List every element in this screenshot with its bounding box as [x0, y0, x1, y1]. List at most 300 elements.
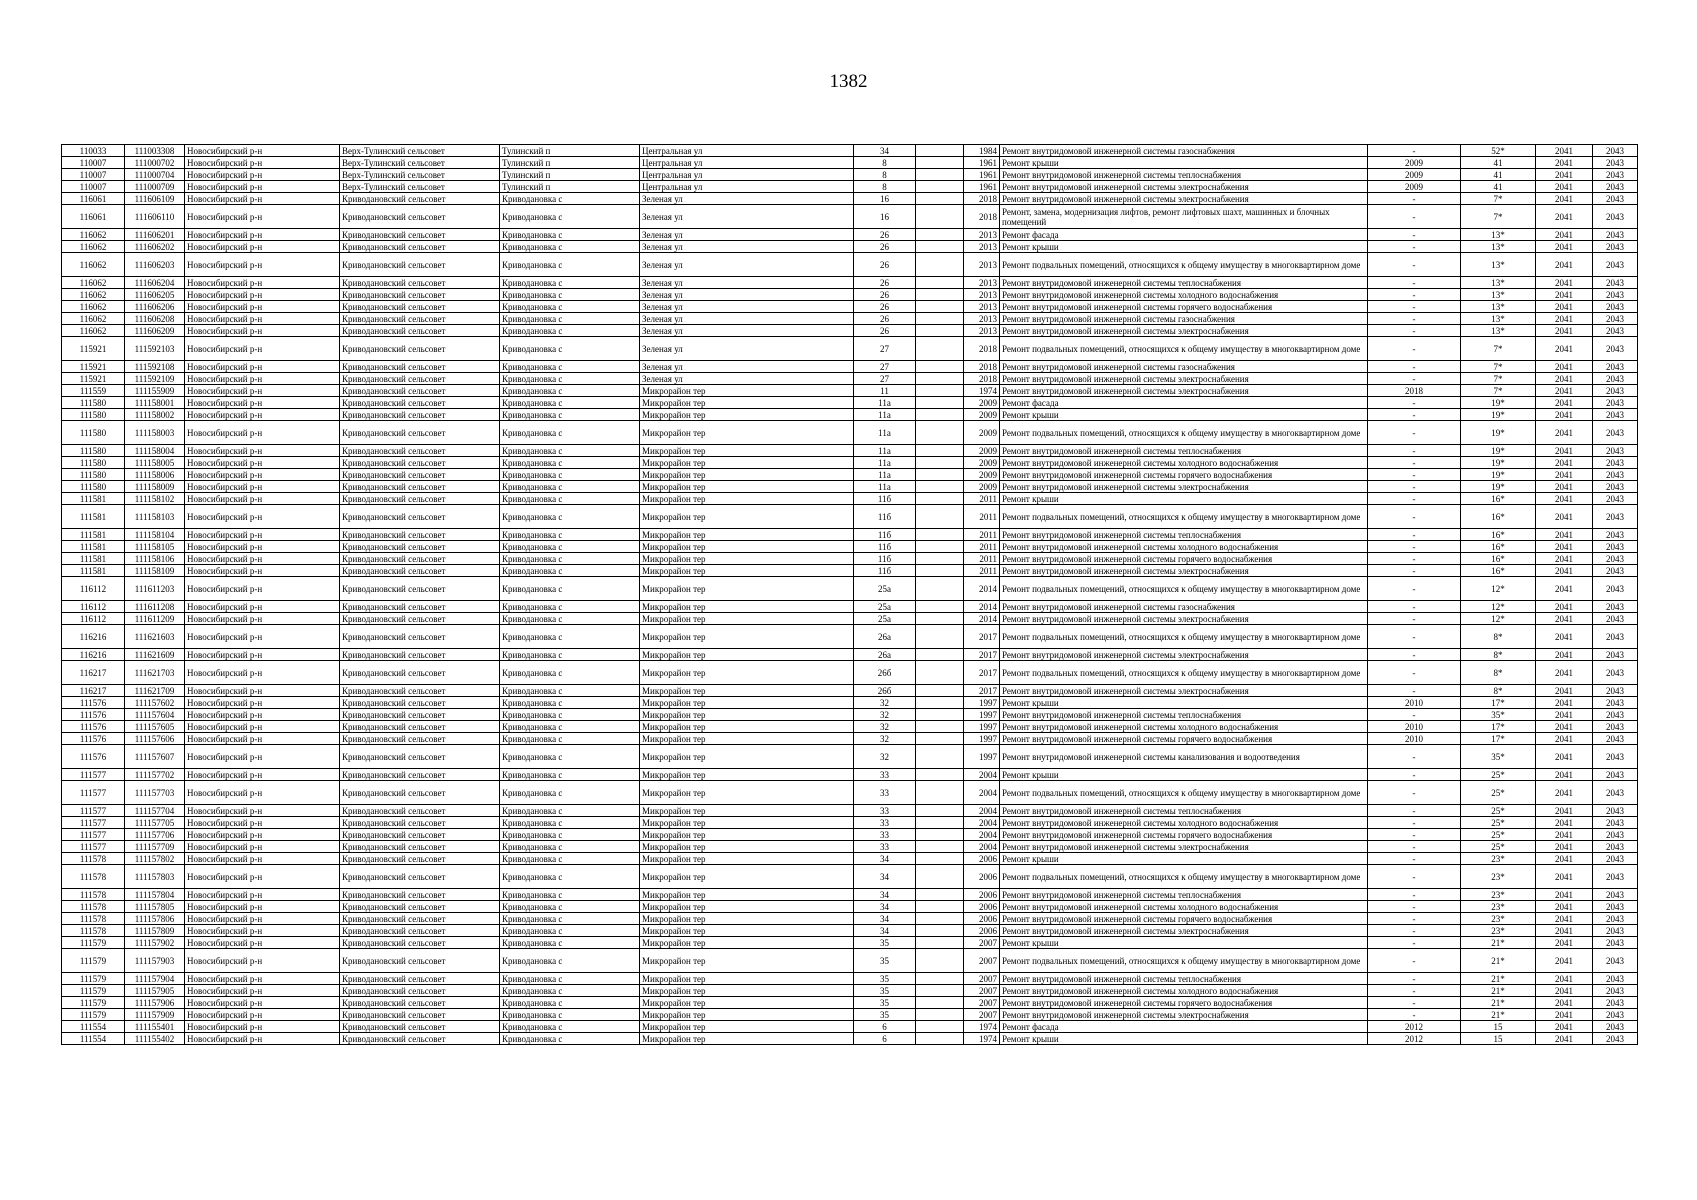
work-type-cell: Ремонт подвальных помещений, относящихся к общему имуществу в многоквартирном доме	[1000, 421, 1368, 445]
building-cell	[916, 841, 964, 853]
district-cell: Новосибирский р-н	[185, 625, 340, 649]
period-start-cell: 2041	[1536, 409, 1593, 421]
wear-cell: 35*	[1461, 709, 1536, 721]
last-repair-year-cell: -	[1368, 361, 1461, 373]
district-cell: Новосибирский р-н	[185, 901, 340, 913]
year-built-cell: 2007	[964, 973, 1000, 985]
table-row	[62, 529, 1638, 541]
municipality-cell: Криводановский сельсовет	[340, 409, 500, 421]
table-row	[62, 373, 1638, 385]
house-number-cell: 26б	[854, 661, 916, 685]
district-cell: Новосибирский р-н	[185, 769, 340, 781]
element-id-cell: 111157906	[125, 997, 185, 1009]
element-id-cell: 111003308	[125, 145, 185, 157]
year-built-cell: 2007	[964, 997, 1000, 1009]
year-built-cell: 2018	[964, 205, 1000, 229]
wear-cell: 25*	[1461, 805, 1536, 817]
element-id-cell: 111000702	[125, 157, 185, 169]
element-id-cell: 111157904	[125, 973, 185, 985]
last-repair-year-cell: -	[1368, 397, 1461, 409]
year-built-cell: 2013	[964, 325, 1000, 337]
period-end-cell: 2043	[1593, 649, 1638, 661]
period-end-cell: 2043	[1593, 829, 1638, 841]
year-built-cell: 2004	[964, 829, 1000, 841]
wear-cell: 19*	[1461, 397, 1536, 409]
district-cell: Новосибирский р-н	[185, 913, 340, 925]
house-number-cell: 11б	[854, 553, 916, 565]
street-cell: Микрорайон тер	[640, 901, 854, 913]
settlement-cell: Криводановка с	[500, 241, 640, 253]
table-row	[62, 313, 1638, 325]
settlement-cell: Криводановка с	[500, 397, 640, 409]
house-number-cell: 11б	[854, 529, 916, 541]
table-row	[62, 901, 1638, 913]
building-cell	[916, 649, 964, 661]
period-end-cell: 2043	[1593, 421, 1638, 445]
work-type-cell: Ремонт внутридомовой инженерной системы электроснабжения	[1000, 385, 1368, 397]
year-built-cell: 2006	[964, 865, 1000, 889]
last-repair-year-cell: -	[1368, 553, 1461, 565]
house-number-cell: 33	[854, 781, 916, 805]
last-repair-year-cell: -	[1368, 337, 1461, 361]
house-id-cell: 111581	[62, 565, 125, 577]
district-cell: Новосибирский р-н	[185, 361, 340, 373]
element-id-cell: 111621609	[125, 649, 185, 661]
building-cell	[916, 745, 964, 769]
street-cell: Микрорайон тер	[640, 1033, 854, 1045]
work-type-cell: Ремонт внутридомовой инженерной системы горячего водоснабжения	[1000, 469, 1368, 481]
work-type-cell: Ремонт крыши	[1000, 157, 1368, 169]
table-row	[62, 229, 1638, 241]
work-type-cell: Ремонт внутридомовой инженерной системы холодного водоснабжения	[1000, 985, 1368, 997]
table-row	[62, 277, 1638, 289]
house-id-cell: 111577	[62, 781, 125, 805]
year-built-cell: 2014	[964, 577, 1000, 601]
street-cell: Микрорайон тер	[640, 733, 854, 745]
settlement-cell: Криводановка с	[500, 685, 640, 697]
street-cell: Микрорайон тер	[640, 721, 854, 733]
year-built-cell: 1974	[964, 1021, 1000, 1033]
wear-cell: 19*	[1461, 421, 1536, 445]
house-number-cell: 32	[854, 721, 916, 733]
house-number-cell: 8	[854, 157, 916, 169]
house-number-cell: 11а	[854, 397, 916, 409]
year-built-cell: 2007	[964, 937, 1000, 949]
element-id-cell: 111158103	[125, 505, 185, 529]
work-type-cell: Ремонт, замена, модернизация лифтов, ремонт лифтовых шахт, машинных и блочных помещений	[1000, 205, 1368, 229]
house-number-cell: 11б	[854, 505, 916, 529]
street-cell: Зеленая ул	[640, 337, 854, 361]
settlement-cell: Криводановка с	[500, 505, 640, 529]
municipality-cell: Верх-Тулинский сельсовет	[340, 181, 500, 193]
street-cell: Микрорайон тер	[640, 529, 854, 541]
building-cell	[916, 565, 964, 577]
house-id-cell: 111580	[62, 409, 125, 421]
district-cell: Новосибирский р-н	[185, 373, 340, 385]
period-start-cell: 2041	[1536, 493, 1593, 505]
house-id-cell: 116062	[62, 277, 125, 289]
house-number-cell: 6	[854, 1033, 916, 1045]
work-type-cell: Ремонт крыши	[1000, 409, 1368, 421]
period-end-cell: 2043	[1593, 481, 1638, 493]
street-cell: Микрорайон тер	[640, 697, 854, 709]
district-cell: Новосибирский р-н	[185, 925, 340, 937]
work-type-cell: Ремонт внутридомовой инженерной системы горячего водоснабжения	[1000, 829, 1368, 841]
house-number-cell: 34	[854, 901, 916, 913]
year-built-cell: 2011	[964, 553, 1000, 565]
year-built-cell: 2006	[964, 913, 1000, 925]
work-type-cell: Ремонт подвальных помещений, относящихся к общему имуществу в многоквартирном доме	[1000, 337, 1368, 361]
wear-cell: 21*	[1461, 1009, 1536, 1021]
table-row	[62, 997, 1638, 1009]
house-number-cell: 34	[854, 145, 916, 157]
building-cell	[916, 913, 964, 925]
settlement-cell: Криводановка с	[500, 373, 640, 385]
district-cell: Новосибирский р-н	[185, 301, 340, 313]
period-start-cell: 2041	[1536, 421, 1593, 445]
municipality-cell: Криводановский сельсовет	[340, 577, 500, 601]
last-repair-year-cell: -	[1368, 661, 1461, 685]
district-cell: Новосибирский р-н	[185, 229, 340, 241]
element-id-cell: 111606204	[125, 277, 185, 289]
element-id-cell: 111155402	[125, 1033, 185, 1045]
period-end-cell: 2043	[1593, 1021, 1638, 1033]
street-cell: Микрорайон тер	[640, 949, 854, 973]
wear-cell: 17*	[1461, 721, 1536, 733]
district-cell: Новосибирский р-н	[185, 481, 340, 493]
period-end-cell: 2043	[1593, 337, 1638, 361]
street-cell: Микрорайон тер	[640, 685, 854, 697]
building-cell	[916, 625, 964, 649]
work-type-cell: Ремонт внутридомовой инженерной системы электроснабжения	[1000, 181, 1368, 193]
settlement-cell: Криводановка с	[500, 769, 640, 781]
work-type-cell: Ремонт подвальных помещений, относящихся к общему имуществу в многоквартирном доме	[1000, 577, 1368, 601]
house-number-cell: 11б	[854, 541, 916, 553]
municipality-cell: Криводановский сельсовет	[340, 721, 500, 733]
wear-cell: 12*	[1461, 613, 1536, 625]
period-start-cell: 2041	[1536, 853, 1593, 865]
building-cell	[916, 445, 964, 457]
work-type-cell: Ремонт внутридомовой инженерной системы электроснабжения	[1000, 685, 1368, 697]
year-built-cell: 2013	[964, 277, 1000, 289]
element-id-cell: 111157903	[125, 949, 185, 973]
year-built-cell: 1974	[964, 385, 1000, 397]
table-row	[62, 697, 1638, 709]
house-number-cell: 33	[854, 805, 916, 817]
municipality-cell: Криводановский сельсовет	[340, 469, 500, 481]
element-id-cell: 111606110	[125, 205, 185, 229]
wear-cell: 23*	[1461, 889, 1536, 901]
last-repair-year-cell: -	[1368, 145, 1461, 157]
house-id-cell: 111578	[62, 901, 125, 913]
table-row	[62, 1009, 1638, 1021]
district-cell: Новосибирский р-н	[185, 577, 340, 601]
period-start-cell: 2041	[1536, 145, 1593, 157]
last-repair-year-cell: 2010	[1368, 697, 1461, 709]
district-cell: Новосибирский р-н	[185, 721, 340, 733]
building-cell	[916, 817, 964, 829]
element-id-cell: 111157802	[125, 853, 185, 865]
last-repair-year-cell: -	[1368, 493, 1461, 505]
municipality-cell: Криводановский сельсовет	[340, 361, 500, 373]
period-end-cell: 2043	[1593, 997, 1638, 1009]
period-end-cell: 2043	[1593, 181, 1638, 193]
table-row	[62, 829, 1638, 841]
settlement-cell: Криводановка с	[500, 817, 640, 829]
work-type-cell: Ремонт внутридомовой инженерной системы горячего водоснабжения	[1000, 301, 1368, 313]
work-type-cell: Ремонт подвальных помещений, относящихся к общему имуществу в многоквартирном доме	[1000, 661, 1368, 685]
last-repair-year-cell: -	[1368, 1009, 1461, 1021]
street-cell: Микрорайон тер	[640, 829, 854, 841]
element-id-cell: 111157705	[125, 817, 185, 829]
work-type-cell: Ремонт внутридомовой инженерной системы теплоснабжения	[1000, 973, 1368, 985]
house-id-cell: 111577	[62, 805, 125, 817]
building-cell	[916, 937, 964, 949]
house-id-cell: 116062	[62, 313, 125, 325]
work-type-cell: Ремонт внутридомовой инженерной системы горячего водоснабжения	[1000, 553, 1368, 565]
period-end-cell: 2043	[1593, 409, 1638, 421]
street-cell: Микрорайон тер	[640, 841, 854, 853]
period-end-cell: 2043	[1593, 373, 1638, 385]
street-cell: Микрорайон тер	[640, 553, 854, 565]
table-row	[62, 721, 1638, 733]
settlement-cell: Криводановка с	[500, 601, 640, 613]
house-number-cell: 26	[854, 301, 916, 313]
work-type-cell: Ремонт подвальных помещений, относящихся к общему имуществу в многоквартирном доме	[1000, 253, 1368, 277]
settlement-cell: Криводановка с	[500, 325, 640, 337]
settlement-cell: Криводановка с	[500, 577, 640, 601]
street-cell: Микрорайон тер	[640, 817, 854, 829]
last-repair-year-cell: -	[1368, 277, 1461, 289]
work-type-cell: Ремонт внутридомовой инженерной системы холодного водоснабжения	[1000, 289, 1368, 301]
street-cell: Микрорайон тер	[640, 781, 854, 805]
period-start-cell: 2041	[1536, 937, 1593, 949]
house-number-cell: 11б	[854, 565, 916, 577]
period-start-cell: 2041	[1536, 241, 1593, 253]
building-cell	[916, 685, 964, 697]
year-built-cell: 2004	[964, 805, 1000, 817]
street-cell: Микрорайон тер	[640, 925, 854, 937]
wear-cell: 19*	[1461, 445, 1536, 457]
district-cell: Новосибирский р-н	[185, 889, 340, 901]
table-row	[62, 613, 1638, 625]
settlement-cell: Криводановка с	[500, 229, 640, 241]
period-end-cell: 2043	[1593, 613, 1638, 625]
street-cell: Микрорайон тер	[640, 853, 854, 865]
municipality-cell: Криводановский сельсовет	[340, 229, 500, 241]
house-number-cell: 25а	[854, 601, 916, 613]
wear-cell: 15	[1461, 1033, 1536, 1045]
municipality-cell: Криводановский сельсовет	[340, 649, 500, 661]
wear-cell: 52*	[1461, 145, 1536, 157]
period-start-cell: 2041	[1536, 745, 1593, 769]
period-start-cell: 2041	[1536, 289, 1593, 301]
year-built-cell: 1997	[964, 721, 1000, 733]
last-repair-year-cell: -	[1368, 829, 1461, 841]
period-start-cell: 2041	[1536, 181, 1593, 193]
wear-cell: 41	[1461, 181, 1536, 193]
settlement-cell: Криводановка с	[500, 313, 640, 325]
building-cell	[916, 361, 964, 373]
house-number-cell: 11	[854, 385, 916, 397]
house-number-cell: 35	[854, 973, 916, 985]
house-id-cell: 111580	[62, 397, 125, 409]
period-end-cell: 2043	[1593, 397, 1638, 409]
wear-cell: 7*	[1461, 337, 1536, 361]
period-start-cell: 2041	[1536, 301, 1593, 313]
municipality-cell: Криводановский сельсовет	[340, 973, 500, 985]
district-cell: Новосибирский р-н	[185, 169, 340, 181]
building-cell	[916, 973, 964, 985]
last-repair-year-cell: 2009	[1368, 181, 1461, 193]
house-id-cell: 111579	[62, 937, 125, 949]
municipality-cell: Криводановский сельсовет	[340, 529, 500, 541]
municipality-cell: Криводановский сельсовет	[340, 889, 500, 901]
last-repair-year-cell: -	[1368, 709, 1461, 721]
period-end-cell: 2043	[1593, 553, 1638, 565]
last-repair-year-cell: -	[1368, 985, 1461, 997]
house-number-cell: 26	[854, 277, 916, 289]
element-id-cell: 111592108	[125, 361, 185, 373]
last-repair-year-cell: -	[1368, 193, 1461, 205]
wear-cell: 7*	[1461, 361, 1536, 373]
settlement-cell: Криводановка с	[500, 565, 640, 577]
last-repair-year-cell: -	[1368, 313, 1461, 325]
period-end-cell: 2043	[1593, 949, 1638, 973]
year-built-cell: 2006	[964, 889, 1000, 901]
house-number-cell: 32	[854, 733, 916, 745]
municipality-cell: Криводановский сельсовет	[340, 625, 500, 649]
building-cell	[916, 829, 964, 841]
work-type-cell: Ремонт внутридомовой инженерной системы теплоснабжения	[1000, 889, 1368, 901]
year-built-cell: 2011	[964, 565, 1000, 577]
settlement-cell: Криводановка с	[500, 493, 640, 505]
last-repair-year-cell: -	[1368, 529, 1461, 541]
element-id-cell: 111157803	[125, 865, 185, 889]
table-row	[62, 409, 1638, 421]
settlement-cell: Криводановка с	[500, 913, 640, 925]
settlement-cell: Тулинский п	[500, 145, 640, 157]
table-row	[62, 289, 1638, 301]
settlement-cell: Криводановка с	[500, 301, 640, 313]
street-cell: Микрорайон тер	[640, 385, 854, 397]
work-type-cell: Ремонт внутридомовой инженерной системы газоснабжения	[1000, 361, 1368, 373]
page-number: 1382	[829, 71, 868, 92]
period-start-cell: 2041	[1536, 373, 1593, 385]
house-id-cell: 111577	[62, 829, 125, 841]
work-type-cell: Ремонт внутридомовой инженерной системы электроснабжения	[1000, 841, 1368, 853]
settlement-cell: Криводановка с	[500, 289, 640, 301]
table-row	[62, 325, 1638, 337]
period-end-cell: 2043	[1593, 781, 1638, 805]
street-cell: Микрорайон тер	[640, 997, 854, 1009]
house-id-cell: 111581	[62, 493, 125, 505]
settlement-cell: Криводановка с	[500, 697, 640, 709]
street-cell: Микрорайон тер	[640, 661, 854, 685]
period-end-cell: 2043	[1593, 361, 1638, 373]
year-built-cell: 2018	[964, 373, 1000, 385]
house-number-cell: 26	[854, 325, 916, 337]
period-end-cell: 2043	[1593, 973, 1638, 985]
street-cell: Микрорайон тер	[640, 937, 854, 949]
year-built-cell: 1997	[964, 745, 1000, 769]
house-id-cell: 116112	[62, 577, 125, 601]
house-number-cell: 11а	[854, 445, 916, 457]
street-cell: Микрорайон тер	[640, 745, 854, 769]
street-cell: Зеленая ул	[640, 313, 854, 325]
last-repair-year-cell: -	[1368, 301, 1461, 313]
element-id-cell: 111606205	[125, 289, 185, 301]
building-cell	[916, 157, 964, 169]
house-id-cell: 116062	[62, 229, 125, 241]
district-cell: Новосибирский р-н	[185, 421, 340, 445]
building-cell	[916, 805, 964, 817]
period-end-cell: 2043	[1593, 805, 1638, 817]
table-row	[62, 805, 1638, 817]
period-start-cell: 2041	[1536, 469, 1593, 481]
house-number-cell: 25а	[854, 613, 916, 625]
table-row	[62, 421, 1638, 445]
period-start-cell: 2041	[1536, 829, 1593, 841]
last-repair-year-cell: -	[1368, 505, 1461, 529]
house-id-cell: 116062	[62, 253, 125, 277]
house-number-cell: 34	[854, 889, 916, 901]
period-start-cell: 2041	[1536, 721, 1593, 733]
period-end-cell: 2043	[1593, 157, 1638, 169]
period-start-cell: 2041	[1536, 169, 1593, 181]
year-built-cell: 2013	[964, 229, 1000, 241]
element-id-cell: 111157604	[125, 709, 185, 721]
municipality-cell: Криводановский сельсовет	[340, 901, 500, 913]
municipality-cell: Криводановский сельсовет	[340, 937, 500, 949]
element-id-cell: 111157905	[125, 985, 185, 997]
district-cell: Новосибирский р-н	[185, 697, 340, 709]
wear-cell: 41	[1461, 169, 1536, 181]
period-end-cell: 2043	[1593, 853, 1638, 865]
building-cell	[916, 781, 964, 805]
element-id-cell: 111158003	[125, 421, 185, 445]
year-built-cell: 2011	[964, 541, 1000, 553]
element-id-cell: 111157607	[125, 745, 185, 769]
street-cell: Микрорайон тер	[640, 577, 854, 601]
table-row	[62, 601, 1638, 613]
table-row	[62, 925, 1638, 937]
building-cell	[916, 385, 964, 397]
municipality-cell: Криводановский сельсовет	[340, 841, 500, 853]
house-number-cell: 26	[854, 313, 916, 325]
house-number-cell: 26	[854, 241, 916, 253]
house-number-cell: 34	[854, 925, 916, 937]
house-number-cell: 11а	[854, 409, 916, 421]
district-cell: Новосибирский р-н	[185, 997, 340, 1009]
year-built-cell: 2017	[964, 685, 1000, 697]
period-end-cell: 2043	[1593, 169, 1638, 181]
building-cell	[916, 397, 964, 409]
settlement-cell: Криводановка с	[500, 553, 640, 565]
period-start-cell: 2041	[1536, 313, 1593, 325]
period-end-cell: 2043	[1593, 577, 1638, 601]
street-cell: Зеленая ул	[640, 253, 854, 277]
wear-cell: 23*	[1461, 865, 1536, 889]
table-row	[62, 865, 1638, 889]
municipality-cell: Криводановский сельсовет	[340, 1021, 500, 1033]
house-id-cell: 111580	[62, 481, 125, 493]
period-end-cell: 2043	[1593, 565, 1638, 577]
house-number-cell: 25а	[854, 577, 916, 601]
last-repair-year-cell: -	[1368, 865, 1461, 889]
settlement-cell: Криводановка с	[500, 1033, 640, 1045]
element-id-cell: 111611209	[125, 613, 185, 625]
